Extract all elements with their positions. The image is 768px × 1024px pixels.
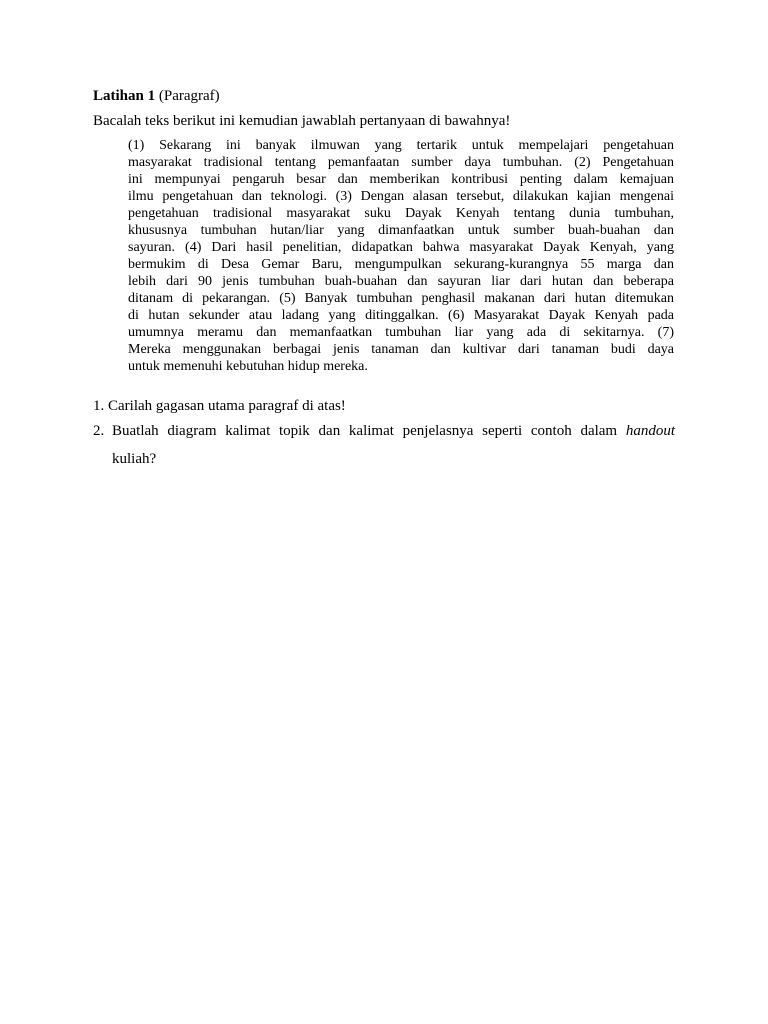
passage-line: sayuran. (4) Dari hasil penelitian, didapatkan bahwa masyarakat Dayak Kenyah, yang xyxy=(128,240,674,255)
exercise-title-bold: Latihan 1 xyxy=(93,88,156,104)
passage-line: masyarakat tradisional tentang pemanfaatan sumber daya tumbuhan. (2) Pengetahuan xyxy=(128,155,674,170)
passage-line: untuk memenuhi kebutuhan hidup mereka. xyxy=(128,359,368,374)
question-2-line-1 xyxy=(112,422,675,440)
question-2-text: Buatlah diagram kalimat topik dan kalimat penjelasnya seperti contoh dalam xyxy=(112,423,618,439)
passage-line: khususnya tumbuhan hutan/liar yang dimanfaatkan untuk sumber buah-buahan dan xyxy=(128,223,674,238)
passage-line: Mereka menggunakan berbagai jenis tanaman dan kultivar dari tanaman budi daya xyxy=(128,342,674,357)
passage-line: umumnya meramu dan memanfaatkan tumbuhan liar yang ada di sekitarnya. (7) xyxy=(128,325,674,340)
passage-line: ini mempunyai pengaruh besar dan memberikan kontribusi penting dalam kemajuan xyxy=(128,172,674,187)
passage-line: bermukim di Desa Gemar Baru, mengumpulkan sekurang-kurangnya 55 marga dan xyxy=(128,257,674,272)
passage-line: lebih dari 90 jenis tumbuhan buah-buahan dan sayuran liar dari hutan dan beberapa xyxy=(128,274,674,289)
passage-line: (1) Sekarang ini banyak ilmuwan yang tertarik untuk mempelajari pengetahuan xyxy=(128,138,674,153)
exercise-title xyxy=(93,87,220,105)
question-2-italic-term: handout xyxy=(625,423,675,439)
question-2-line-2: kuliah? xyxy=(112,451,157,467)
passage-line: ilmu pengetahuan dan teknologi. (3) Dengan alasan tersebut, dilakukan kajian mengenai xyxy=(128,189,674,204)
question-1: 1. Carilah gagasan utama paragraf di atas! xyxy=(93,398,346,414)
exercise-title-rest: (Paragraf) xyxy=(158,88,220,104)
passage-line: ditanam di pekarangan. (5) Banyak tumbuhan penghasil makanan dari hutan ditemukan xyxy=(128,291,674,306)
reading-passage xyxy=(128,137,674,375)
passage-line: di hutan sekunder atau ladang yang ditinggalkan. (6) Masyarakat Dayak Kenyah pada xyxy=(128,308,674,323)
question-2-number: 2. xyxy=(93,423,105,439)
exercise-instruction: Bacalah teks berikut ini kemudian jawablah pertanyaan di bawahnya! xyxy=(93,113,511,129)
passage-line: pengetahuan tradisional masyarakat suku Dayak Kenyah tentang dunia tumbuhan, xyxy=(128,206,674,221)
